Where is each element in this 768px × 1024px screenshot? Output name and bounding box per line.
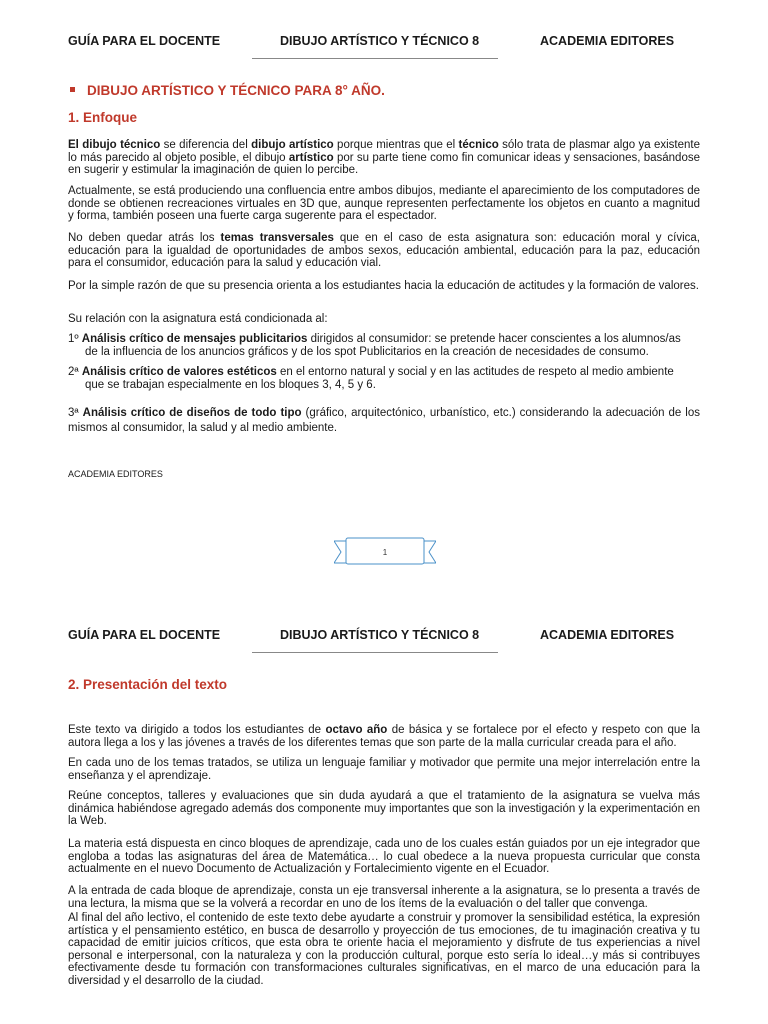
bullet-square-icon	[70, 87, 75, 92]
paragraph-5: Su relación con la asignatura está condicionada al:	[68, 313, 328, 325]
paragraph-3	[68, 232, 700, 270]
list-item-1	[68, 333, 700, 358]
paragraph-p2-4: La materia está dispuesta en cinco bloques de aprendizaje, cada uno de los cuales están guiados por un eje integrador que engloba a todas las asignaturas del área de Matemática… lo cual obedece a la nueva propuesta curricular que consta actualmente en el nuevo Documento de Actualización y Fortalecimiento vigente en el Ecuador.	[68, 838, 700, 875]
section-title-presentacion: 2. Presentación del texto	[68, 677, 228, 692]
item-number: 2ª	[68, 366, 82, 378]
bold-term: Análisis crítico de valores estéticos	[81, 366, 277, 378]
paragraph-p2-6: Al final del año lectivo, el contenido de este texto debe ayudarte a construir y promover la sensibilidad estética, la expresión artística y el pensamiento estético, en busca de desarrollo y proyección de tus emociones, de tu imaginación creativa y tu capacidad de emitir juicios críticos, que esta obra te oriente hacia el mejoramiento y disfrute de tus experiencias a nivel personal e interpersonal, con la naturaleza y con la producción cultural, porque esto sería lo ideal…y más si contribuyes efectivamente desde tu formación con transformaciones culturales significativas, en el marco de una educación para la diversidad y el desarrollo de la ciudad.	[68, 912, 700, 987]
bold-term: octavo año	[325, 724, 388, 736]
text: en el entorno natural y social y en las actitudes de respeto al medio ambiente	[276, 366, 674, 378]
header-center: DIBUJO ARTÍSTICO Y TÉCNICO 8	[280, 34, 480, 48]
header-left: GUÍA PARA EL DOCENTE	[68, 34, 221, 48]
paragraph-1	[68, 139, 700, 177]
page1-footer: ACADEMIA EDITORES	[68, 469, 163, 479]
paragraph-4: Por la simple razón de que su presencia orienta a los estudiantes hacia la educación de actitudes y la formación de valores.	[68, 280, 699, 292]
text: sólo trata de plasmar algo ya existente lo más parecido al objeto posible, el dibujo	[68, 139, 700, 164]
text: (gráfico, arquitectónico, urbanístico, etc.) considerando la adecuación de los mismos al consumidor, la salud y al medio ambiente.	[68, 407, 700, 434]
bold-term: El dibujo técnico	[68, 139, 161, 151]
text-continuation: que se trabajan especialmente en los bloques 3, 4, 5 y 6.	[85, 378, 376, 391]
item-number: 1º	[68, 333, 82, 345]
bold-term: temas transversales	[220, 232, 334, 244]
header-underline	[252, 58, 498, 59]
bold-term: Análisis crítico de mensajes publicitarios	[81, 333, 308, 345]
paragraph-2: Actualmente, se está produciendo una confluencia entre ambos dibujos, mediante el aparecimiento de los computadores de donde se obtienen recreaciones virtuales en 3D que, aunque representen perfectamente los objetos en cuanto a magnitud y forma, también poseen una fuerte carga sugerente para el espectador.	[68, 185, 700, 222]
section-title-enfoque: 1. Enfoque	[68, 110, 138, 125]
header-center: DIBUJO ARTÍSTICO Y TÉCNICO 8	[280, 628, 480, 642]
bold-term: artístico	[288, 151, 334, 164]
main-title	[70, 83, 385, 98]
bold-term: dibujo artístico	[251, 139, 334, 151]
text: Este texto va dirigido a todos los estudiantes de	[68, 724, 326, 736]
paragraph-p2-1	[68, 724, 700, 749]
header-underline	[252, 652, 498, 653]
text: No deben quedar atrás los	[68, 232, 221, 244]
list-item-2	[68, 366, 700, 391]
header-right: ACADEMIA EDITORES	[540, 628, 675, 642]
page-number: 1	[382, 548, 388, 557]
text-continuation: de la influencia de los anuncios gráficos y de los spot Publicitarios en la creación de necesidades de consumo.	[85, 345, 649, 358]
text: dirigidos al consumidor: se pretende hacer conscientes a los alumnos/as	[307, 333, 681, 345]
list-item-3	[68, 406, 700, 436]
header-right: ACADEMIA EDITORES	[540, 34, 675, 48]
page-number-ribbon	[334, 537, 436, 567]
bold-term: Análisis crítico de diseños de todo tipo	[82, 407, 302, 419]
paragraph-p2-3: Reúne conceptos, talleres y evaluaciones que sin duda ayudará a que el tratamiento de la asignatura se vuelva más dinámica habiéndose agregado además dos componente muy importantes que son la investigación y la experimentación en la Web.	[68, 790, 700, 827]
paragraph-p2-5: A la entrada de cada bloque de aprendizaje, consta un eje transversal inherente a la asignatura, se lo presenta a través de una lectura, la misma que se la volverá a recordar en uno de los ítems de la evaluación o del taller que convenga.	[68, 885, 700, 910]
text: de básica y se fortalece por el efecto y respeto con que la autora llega a los y las jóvenes a través de los diferentes temas que son parte de la malla curricular creada para el año.	[68, 724, 701, 749]
item-number: 3ª	[68, 407, 83, 419]
paragraph-p2-2: En cada uno de los temas tratados, se utiliza un lenguaje familiar y motivador que permite una mejor interrelación entre la enseñanza y el aprendizaje.	[68, 757, 700, 782]
main-title-text: DIBUJO ARTÍSTICO Y TÉCNICO PARA 8° AÑO.	[87, 83, 385, 98]
text: por su parte tiene como fin comunicar ideas y sensaciones, basándose en sugerir y estimular la imaginación de quien lo percibe.	[68, 151, 700, 176]
text: que en el caso de esta asignatura son: educación moral y cívica, educación para la igualdad de oportunidades de ambos sexos, educación ambiental, educación para la paz, educación para el consumidor, educación para la salud y educación vial.	[68, 232, 700, 269]
bold-term: técnico	[458, 139, 499, 151]
text: se diferencia del	[160, 139, 252, 151]
text: porque mientras que el	[333, 139, 459, 151]
header-left: GUÍA PARA EL DOCENTE	[68, 628, 221, 642]
